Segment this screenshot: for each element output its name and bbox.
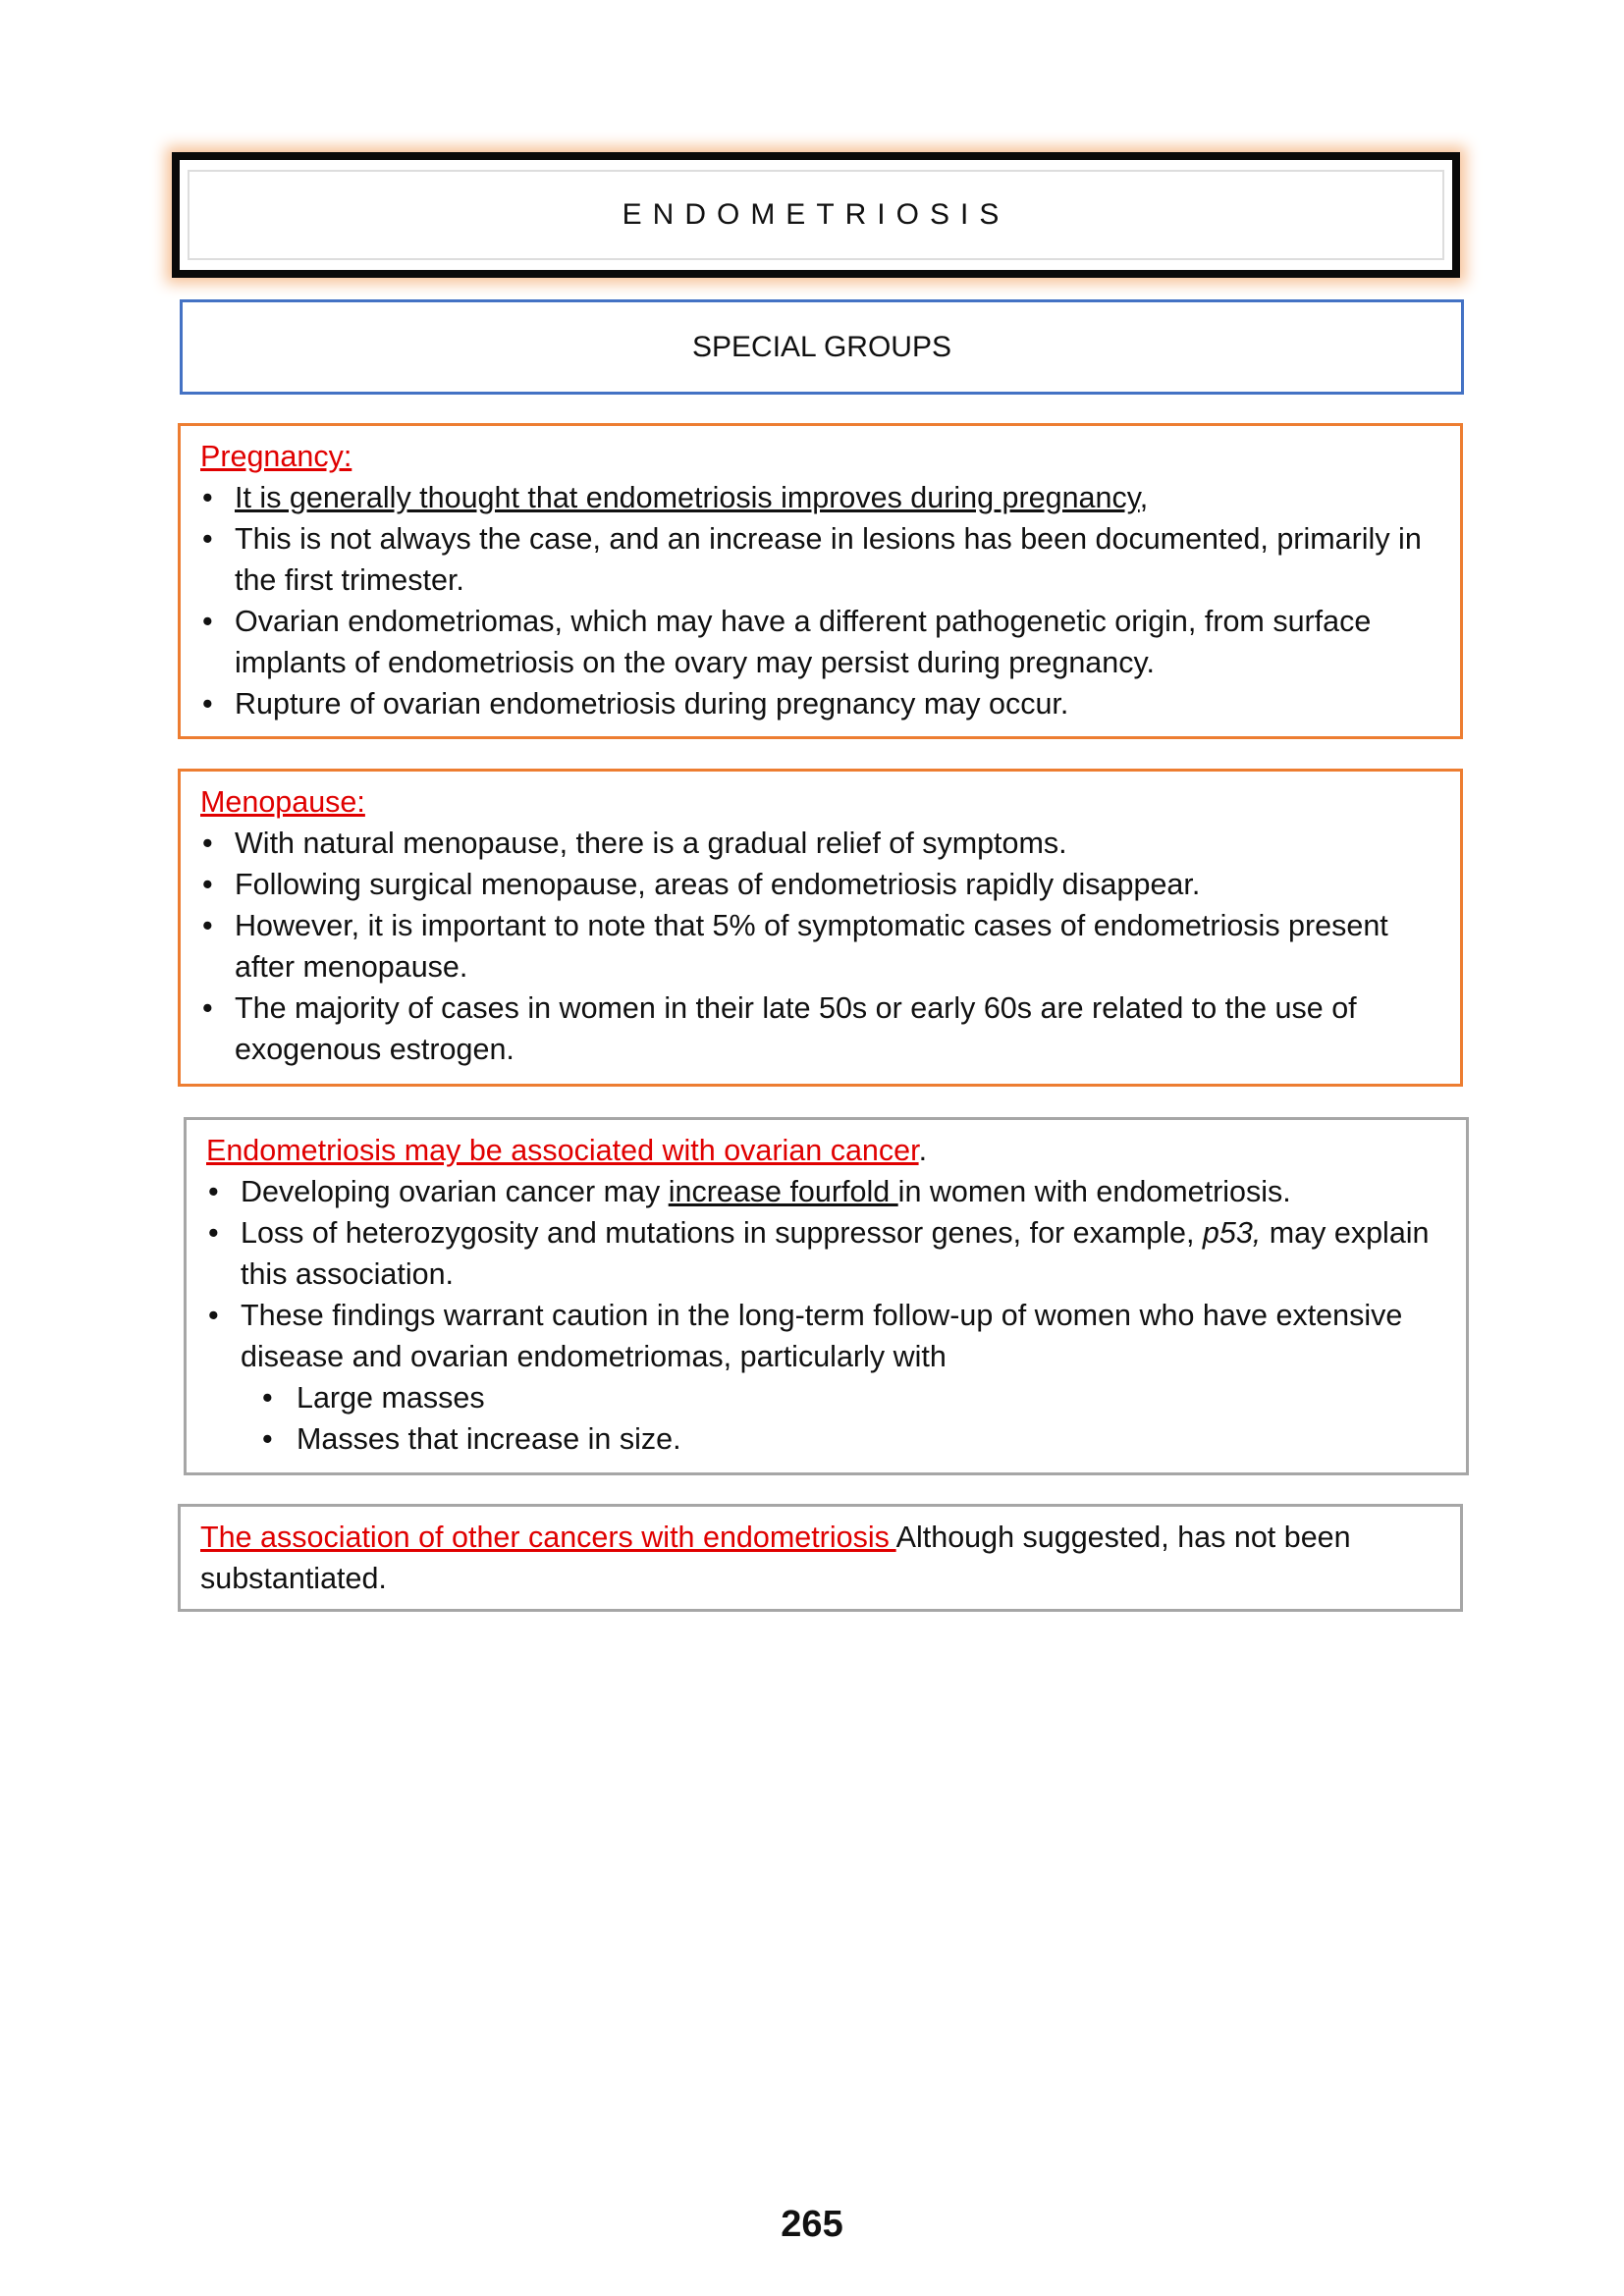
menopause-list bbox=[200, 823, 1440, 1070]
ovarian-cancer-heading: Endometriosis may be associated with ovarian cancer bbox=[206, 1134, 919, 1167]
section-title: SPECIAL GROUPS bbox=[692, 330, 951, 363]
page-title: ENDOMETRIOSIS bbox=[622, 198, 1010, 231]
section-title-box bbox=[180, 299, 1464, 395]
list-item: • This is not always the case, and an increase in lesions has been documented, primarily in the first trimester. bbox=[200, 518, 1440, 601]
menopause-box bbox=[178, 769, 1463, 1087]
other-cancers-text: Although suggested, has not been substantiated. bbox=[200, 1521, 1351, 1595]
underlined-text: It is generally thought that endometriosis improves during pregnancy bbox=[235, 481, 1140, 514]
page-number: 265 bbox=[781, 2204, 843, 2245]
list-item: • Rupture of ovarian endometriosis during pregnancy may occur. bbox=[200, 683, 1440, 724]
text: in women with endometriosis. bbox=[897, 1175, 1291, 1208]
list-item: • However, it is important to note that 5% of symptomatic cases of endometriosis present after menopause. bbox=[200, 905, 1440, 988]
title-box bbox=[172, 152, 1460, 278]
list-item bbox=[206, 1212, 1446, 1295]
sub-list-item: • Large masses bbox=[206, 1377, 1446, 1418]
other-cancers-heading: The association of other cancers with endometriosis bbox=[200, 1521, 896, 1554]
gene-name: p53, bbox=[1202, 1216, 1262, 1250]
pregnancy-box bbox=[178, 423, 1463, 739]
title-inner bbox=[188, 170, 1444, 260]
list-item: • Ovarian endometriomas, which may have a different pathogenetic origin, from surface implants of endometriosis on the ovary may persist during pregnancy. bbox=[200, 601, 1440, 683]
list-item: • The majority of cases in women in their late 50s or early 60s are related to the use of exogenous estrogen. bbox=[200, 988, 1440, 1070]
list-item: • These findings warrant caution in the long-term follow-up of women who have extensive disease and ovarian endometriomas, particularly with bbox=[206, 1295, 1446, 1377]
pregnancy-list bbox=[200, 477, 1440, 724]
list-item: • Following surgical menopause, areas of endometriosis rapidly disappear. bbox=[200, 864, 1440, 905]
text: may explain this association. bbox=[241, 1216, 1430, 1291]
text: Developing ovarian cancer may bbox=[241, 1175, 669, 1208]
list-item bbox=[200, 477, 1440, 518]
text: Loss of heterozygosity and mutations in suppressor genes, for example, bbox=[241, 1216, 1203, 1250]
ovarian-cancer-heading-line bbox=[206, 1130, 1446, 1171]
underlined-text: increase fourfold bbox=[668, 1175, 898, 1208]
suffix: , bbox=[1139, 481, 1149, 514]
pregnancy-heading: Pregnancy: bbox=[200, 440, 352, 473]
ovarian-cancer-box bbox=[184, 1117, 1469, 1475]
suffix: . bbox=[918, 1134, 928, 1167]
sub-list-item: • Masses that increase in size. bbox=[206, 1418, 1446, 1460]
other-cancers-box bbox=[178, 1504, 1463, 1612]
ovarian-cancer-list bbox=[206, 1171, 1446, 1460]
list-item: • With natural menopause, there is a gradual relief of symptoms. bbox=[200, 823, 1440, 864]
menopause-heading: Menopause: bbox=[200, 785, 365, 819]
list-item bbox=[206, 1171, 1446, 1212]
